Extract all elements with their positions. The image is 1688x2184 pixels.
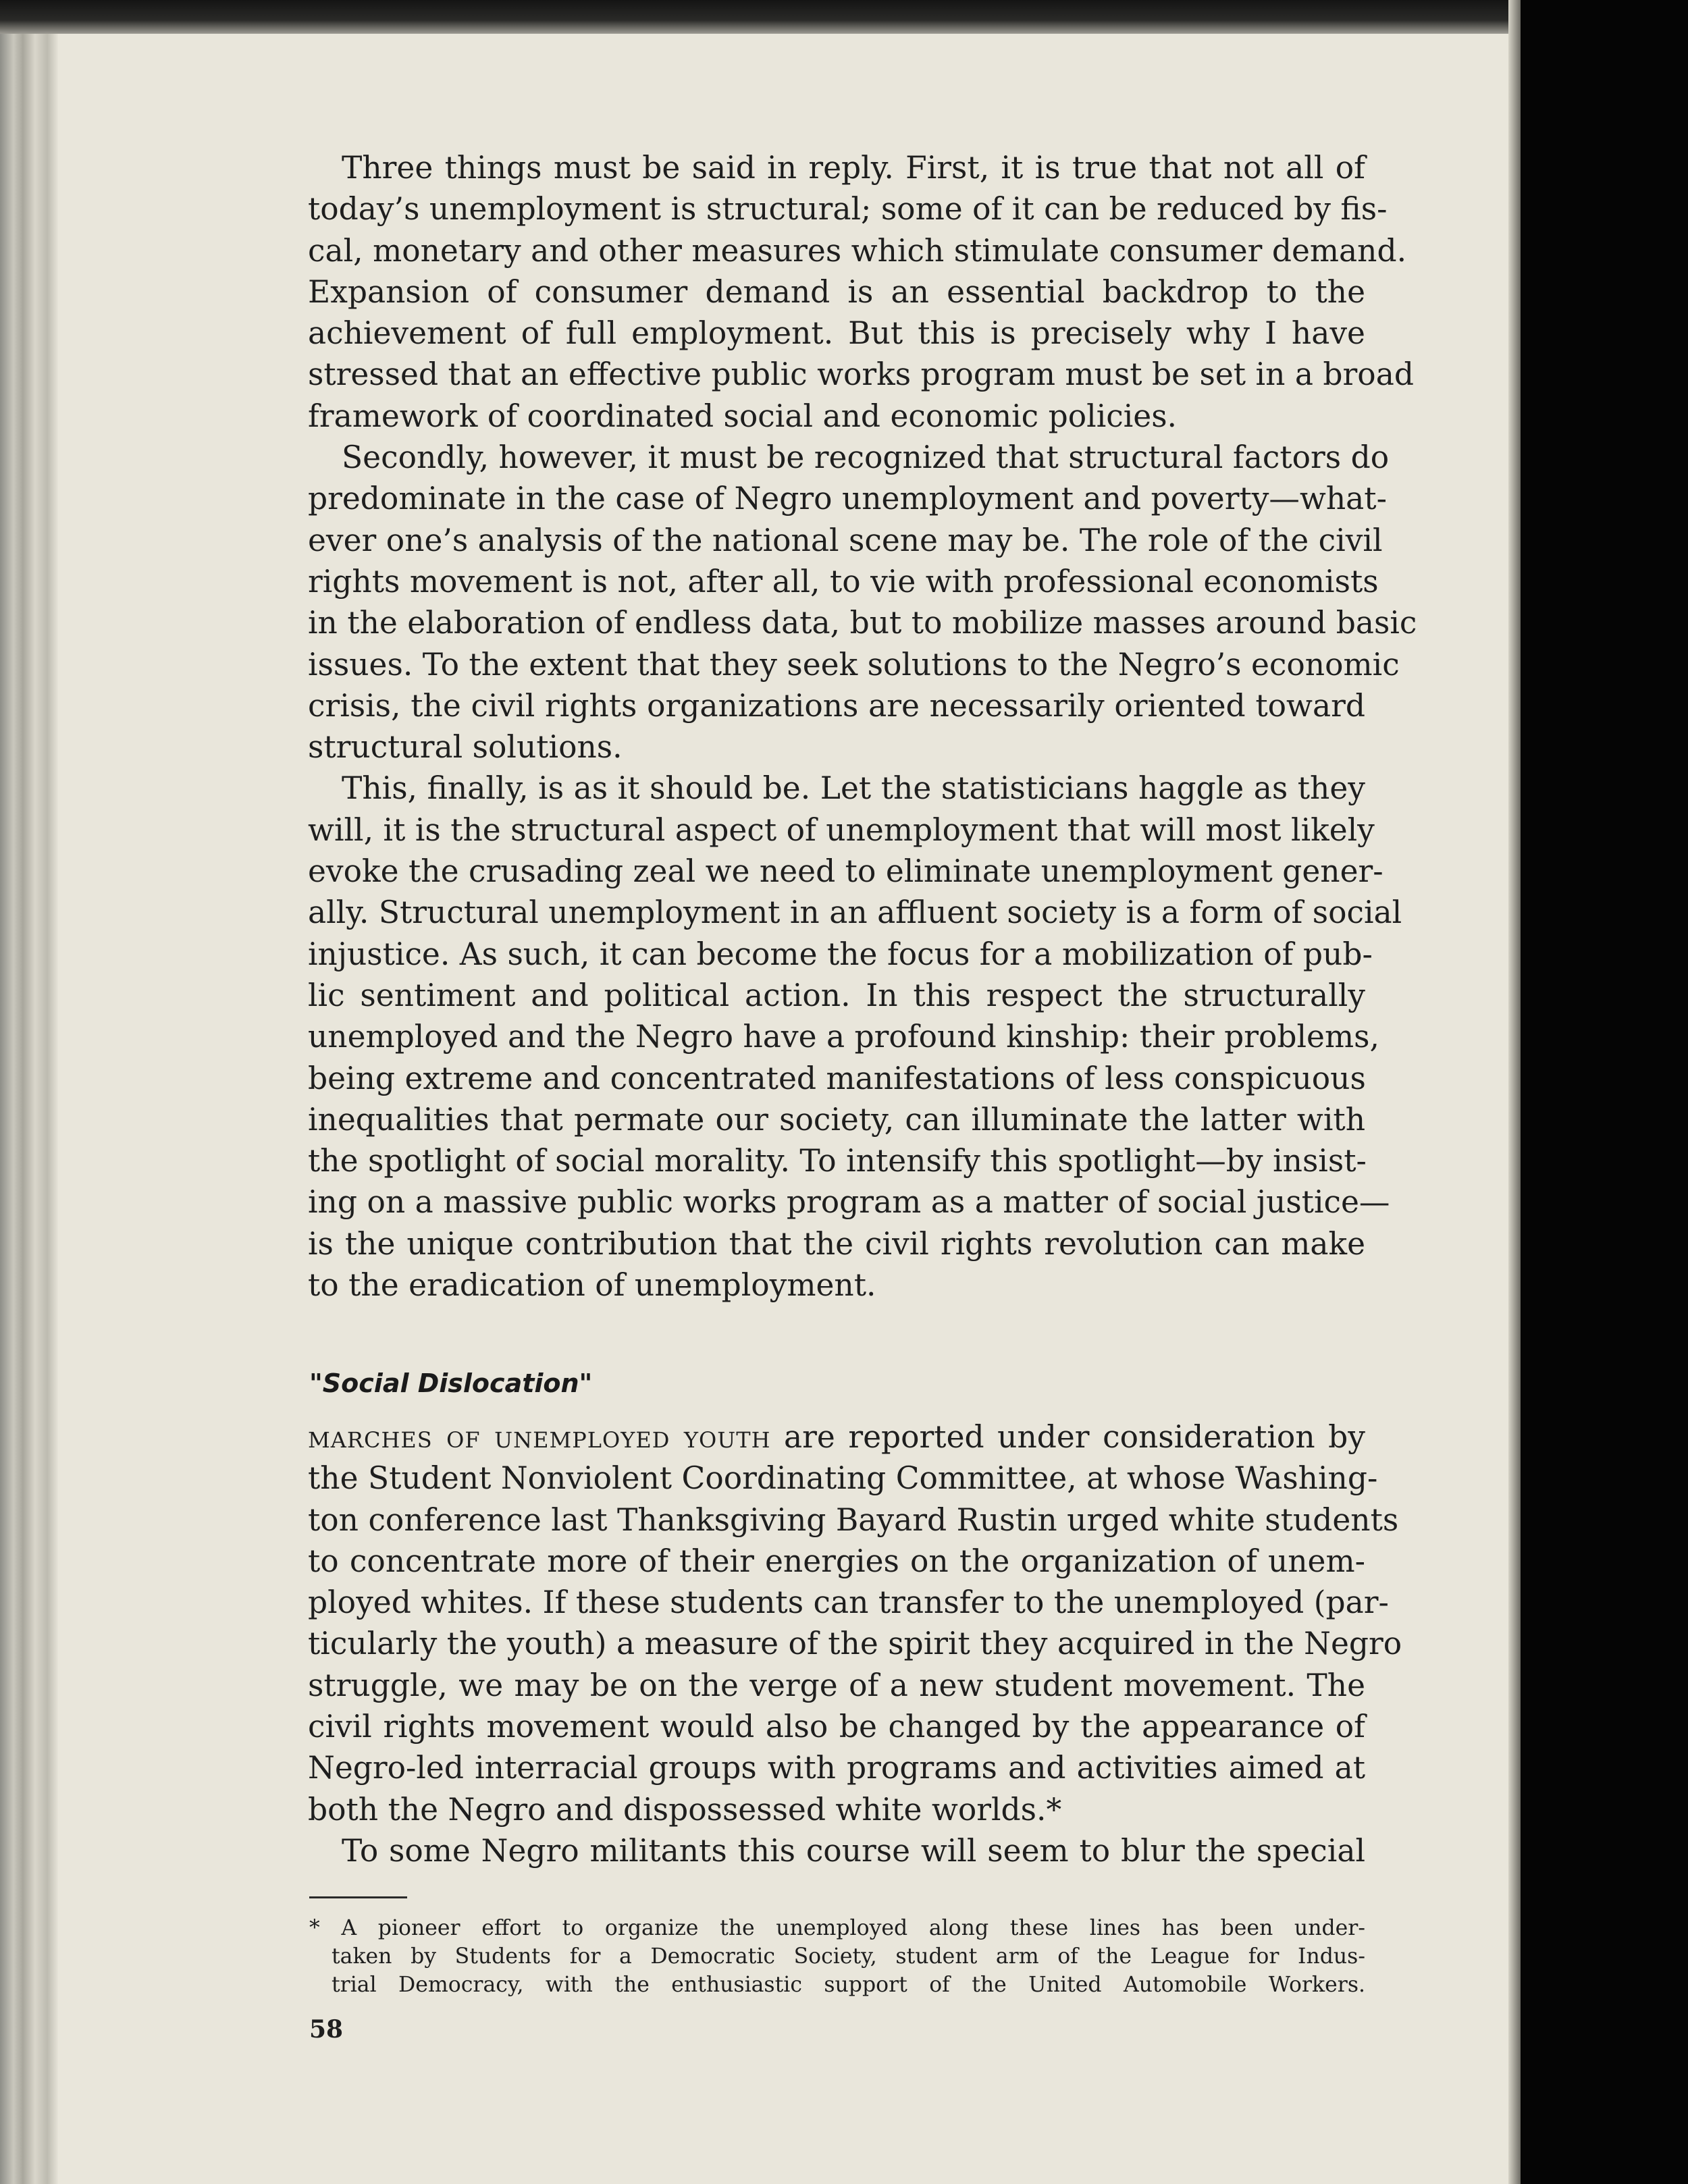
lead-in-smallcaps: marches of unemployed youth — [308, 1419, 771, 1455]
text-line: ever one’s analysis of the national scene may be. The role of the civil — [308, 522, 1383, 558]
section-heading: "Social Dislocation" — [309, 1368, 593, 1398]
text-line: today’s unemployment is structural; some of it can be reduced by fis- — [308, 191, 1388, 228]
text-line: the spotlight of social morality. To intensify this spotlight—by insist- — [308, 1143, 1367, 1179]
text-line: To some Negro militants this course will seem to blur the special — [342, 1832, 1365, 1869]
text-line: being extreme and concentrated manifestations of less conspicuous — [308, 1060, 1366, 1096]
text-line: is the unique contribution that the civil rights revolution can make — [308, 1225, 1365, 1262]
text-line: ing on a massive public works program as a matter of social justice— — [308, 1184, 1390, 1221]
text-line: stressed that an effective public works program must be set in a broad — [308, 356, 1414, 393]
text-line: This, finally, is as it should be. Let the statisticians haggle as they — [342, 770, 1365, 807]
paragraph-2 — [308, 437, 1417, 768]
text-line: cal, monetary and other measures which stimulate consumer demand. — [308, 232, 1407, 269]
text-line: ton conference last Thanksgiving Bayard Rustin urged white students — [308, 1501, 1399, 1538]
text-line: evoke the crusading zeal we need to eliminate unemployment gener- — [308, 853, 1383, 890]
text-line: ally. Structural unemployment in an affluent society is a form of social — [308, 895, 1402, 931]
text-line: issues. To the extent that they seek solutions to the Negro’s economic — [308, 646, 1400, 683]
text-line: ticularly the youth) a measure of the spirit they acquired in the Negro — [308, 1626, 1402, 1662]
body-text — [308, 147, 1417, 1306]
footnote-line: * A pioneer effort to organize the unemployed along these lines has been under- — [309, 1916, 1365, 1940]
text-line: the Student Nonviolent Coordinating Committee, at whose Washing- — [308, 1460, 1378, 1497]
page-number: 58 — [309, 2015, 344, 2044]
footnote — [309, 1914, 1365, 1999]
text-line: structural solutions. — [308, 729, 623, 766]
text-line: ployed whites. If these students can transfer to the unemployed (par- — [308, 1584, 1389, 1621]
text-line: framework of coordinated social and economic policies. — [308, 398, 1178, 434]
text-line: in the elaboration of endless data, but to mobilize masses around basic — [308, 605, 1417, 641]
footnote-line: trial Democracy, with the enthusiastic support of the United Automobile Workers. — [332, 1973, 1365, 1997]
text-line: Negro-led interracial groups with programs and activities aimed at — [308, 1750, 1365, 1786]
text-line: crisis, the civil rights organizations are necessarily oriented toward — [308, 687, 1365, 724]
text-line: Secondly, however, it must be recognized that structural factors do — [342, 440, 1390, 476]
top-shadow — [0, 0, 1521, 34]
scan-background — [1521, 0, 1688, 2184]
paragraph-1 — [308, 147, 1414, 437]
page-edge-shadow — [1508, 0, 1521, 2184]
lead-in-continuation: are reported under consideration by — [770, 1419, 1365, 1455]
text-line: lic sentiment and political action. In this respect the structurally — [308, 977, 1365, 1013]
footnote-line: taken by Students for a Democratic Society, student arm of the League for Indus- — [332, 1944, 1365, 1969]
text-line: rights movement is not, after all, to vie with professional economists — [308, 563, 1379, 600]
section-body-text — [308, 1416, 1402, 1871]
book-binding-edge — [0, 0, 58, 2184]
text-line: unemployed and the Negro have a profound kinship: their problems, — [308, 1019, 1379, 1055]
text-line: Expansion of consumer demand is an essential backdrop to the — [308, 273, 1365, 310]
paragraph-5 — [308, 1830, 1365, 1871]
text-line: to concentrate more of their energies on the organization of unem- — [308, 1543, 1365, 1579]
text-line: to the eradication of unemployment. — [308, 1267, 876, 1304]
text-line: Three things must be said in reply. First, it is true that not all of — [342, 150, 1365, 186]
text-line: will, it is the structural aspect of unemployment that will most likely — [308, 811, 1375, 848]
text-line: achievement of full employment. But this is precisely why I have — [308, 315, 1365, 352]
text-line: civil rights movement would also be changed by the appearance of — [308, 1709, 1365, 1745]
text-line: inequalities that permate our society, can illuminate the latter with — [308, 1101, 1365, 1138]
paragraph-3 — [308, 768, 1402, 1306]
footnote-rule — [309, 1896, 407, 1898]
text-line: injustice. As such, it can become the focus for a mobilization of pub- — [308, 936, 1373, 972]
text-line: both the Negro and dispossessed white worlds.* — [308, 1791, 1062, 1828]
text-line: predominate in the case of Negro unemployment and poverty—what- — [308, 481, 1387, 517]
text-line: struggle, we may be on the verge of a new student movement. The — [308, 1667, 1365, 1703]
paragraph-4 — [308, 1416, 1402, 1830]
text-line — [308, 1416, 1365, 1458]
